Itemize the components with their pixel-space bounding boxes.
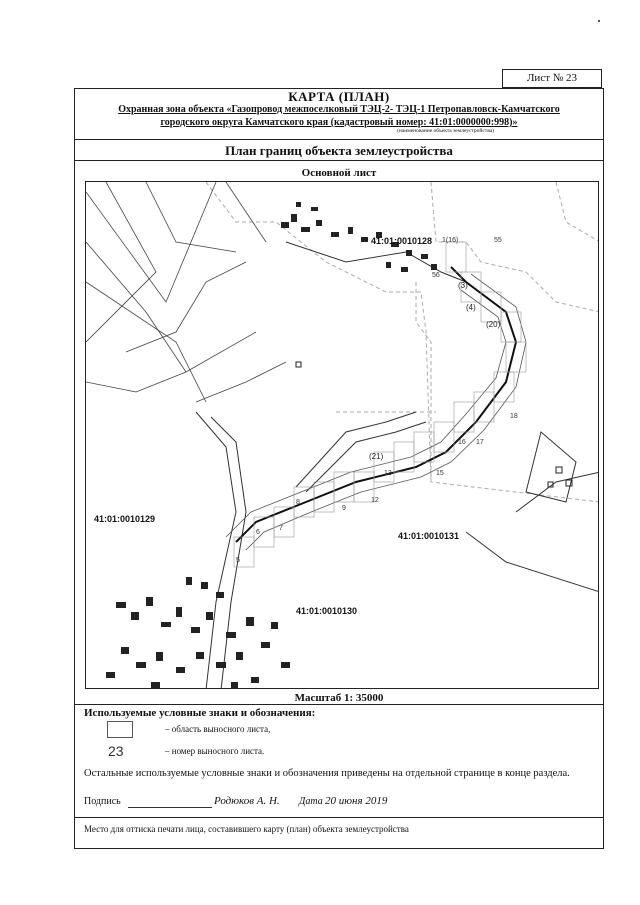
sheet-number-label: 12 — [371, 497, 379, 504]
sheet-number-label: 8 — [296, 499, 300, 506]
parcel-label: (20) — [486, 320, 501, 329]
legend-sheet-area-text: – область выносного листа, — [165, 724, 271, 734]
parcel-label: (3) — [458, 281, 468, 290]
scale-label: Масштаб 1: 35000 — [294, 692, 384, 704]
sheet-number-label: 1(16) — [442, 237, 459, 244]
legend-heading: Используемые условные знаки и обозначения: — [84, 707, 316, 719]
sheet-number-label: 7 — [279, 525, 283, 532]
sheet-number-label: 9 — [342, 505, 346, 512]
cadastral-labels — [94, 236, 459, 616]
object-name-caption: (наименование объекта землеустройства) — [397, 128, 494, 134]
sheet-number: Лист № 23 — [502, 69, 602, 88]
sheet-number-label: 55 — [494, 237, 502, 244]
legend-sheet-number-text: – номер выносного листа. — [165, 746, 265, 756]
signature-line — [128, 807, 212, 808]
divider — [74, 139, 604, 140]
cadastral-label: 41:01:0010131 — [398, 531, 460, 541]
legend-sheet-number-sample: 23 — [108, 743, 124, 759]
object-name — [84, 103, 594, 129]
cadastral-label: 41:01:0010129 — [94, 514, 156, 524]
document-title: КАРТА (ПЛАН) — [288, 89, 390, 104]
cadastral-label: 41:01:0010130 — [296, 606, 358, 616]
divider — [74, 160, 604, 161]
divider — [74, 817, 604, 818]
main-sheet-label: Основной лист — [301, 167, 377, 179]
divider — [74, 704, 604, 705]
object-name-line-2: городского округа Камчатского края (кадастровый номер: 41:01:0000000:998)» — [160, 117, 518, 128]
parcel-label: (4) — [466, 303, 476, 312]
sheet-number-label: 13 — [384, 470, 392, 477]
plan-title: План границ объекта землеустройства — [225, 143, 453, 158]
other-symbols-note: Остальные используемые условные знаки и обозначения приведены на отдельной странице в конце раздела. — [84, 768, 570, 779]
sheet-number-label: 56 — [432, 272, 440, 279]
signature-name: Родюков А. Н. — [214, 795, 280, 807]
sheet-number-label: 16 — [458, 439, 466, 446]
sheet-number-label: 6 — [256, 529, 260, 536]
sheet-number-labels — [236, 237, 518, 564]
object-name-line-1: Охранная зона объекта «Газопровод межпоселковый ТЭЦ-2- ТЭЦ-1 Петропавловск-Камчатского — [118, 104, 560, 115]
buildings-southwest — [106, 577, 290, 688]
speck — [598, 20, 600, 22]
sheet-number-label: 17 — [476, 439, 484, 446]
sheet-grid — [234, 242, 526, 567]
map-drawing — [86, 182, 599, 689]
boundary-lines — [206, 182, 599, 502]
parcel-lines — [86, 182, 286, 402]
map-area — [85, 181, 599, 689]
signature-date: 20 июня 2019 — [325, 795, 388, 807]
signature-date-label: Дата — [299, 796, 323, 807]
signature-label: Подпись — [84, 796, 121, 807]
legend-sheet-area-symbol — [107, 721, 133, 738]
sheet-number-label: 5 — [236, 557, 240, 564]
road-lines — [196, 242, 599, 689]
cadastral-label: 41:01:0010128 — [371, 236, 433, 246]
stamp-place: Место для оттиска печати лица, составившего карту (план) объекта землеустройства — [84, 824, 409, 834]
sheet-number-label: 15 — [436, 470, 444, 477]
sheet-number-label: 18 — [510, 413, 518, 420]
parcel-label: (21) — [369, 452, 384, 461]
